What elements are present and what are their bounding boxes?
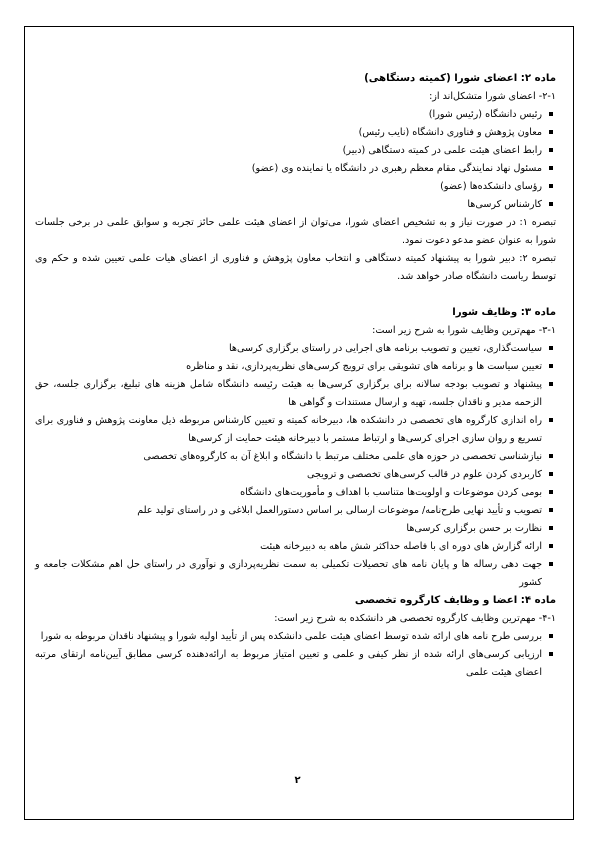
article-2-note-1: تبصره ۱: در صورت نیاز و به تشخیص اعضای شورا، می‌توان از اعضای هیئت علمی حائز تجربه و سوابق علمی در برخی جلسات شورا به عنوان عضو مدعو دعوت نمود. <box>35 217 556 246</box>
list-item: تصویب و تأیید نهایی طرح‌نامه/ موضوعات ارسالی بر اساس دستورالعمل ابلاغی و در راستای تولید علم <box>35 502 542 520</box>
article-4 <box>35 592 556 682</box>
article-3-lead: ۳-۱- مهم‌ترین وظایف شورا به شرح زیر است: <box>372 325 556 336</box>
list-item: ارزیابی کرسی‌های ارائه شده از نظر کیفی و علمی و تعیین امتیاز مربوط به ارائه‌دهنده کرسی مطابق آیین‌نامه ارتقای مرتبه اعضای هیئت علمی <box>35 646 542 682</box>
list-item: راه اندازی کارگروه های تخصصی در دانشکده ها، دبیرخانه کمیته و تعیین کارشناس مربوطه ذیل معاونت پژوهش و فناوری برای تسریع و روان سازی اجرای کرسی‌ها و ارتباط مستمر با دبیرخانه هیئت حمایت از کرسی‌ها <box>35 412 542 448</box>
article-3-list <box>35 340 556 592</box>
list-item: نظارت بر حسن برگزاری کرسی‌ها <box>35 520 542 538</box>
article-4-heading: ماده ۴: اعضا و وظایف کارگروه تخصصی <box>354 595 556 606</box>
section-gap <box>35 286 556 304</box>
list-item: کارشناس کرسی‌ها <box>35 196 542 214</box>
article-2-heading: ماده ۲: اعضای شورا (کمیته دستگاهی) <box>364 73 556 84</box>
list-item: مسئول نهاد نمایندگی مقام معظم رهبری در دانشگاه یا نماینده وی (عضو) <box>35 160 542 178</box>
list-item: پیشنهاد و تصویب بودجه سالانه برای برگزاری کرسی‌ها به هیئت رئیسه دانشگاه شامل هزینه های تبلیغ، برگزاری جلسه، حق الزحمه مدیر و ناقدان جلسه، تهیه و ارسال مستندات و گواهی ها <box>35 376 542 412</box>
list-item: بررسی طرح نامه های ارائه شده توسط اعضای هیئت علمی دانشکده پس از تأیید اولیه شورا و پیشنهاد ناقدان مربوطه به شورا <box>35 628 542 646</box>
article-2 <box>35 70 556 286</box>
page-number: ۲ <box>294 775 301 786</box>
list-item: ارائه گزارش های دوره ای با فاصله حداکثر شش ماهه به دبیرخانه هیئت <box>35 538 542 556</box>
list-item: نیازشناسی تخصصی در حوزه های علمی مختلف مرتبط با دانشگاه و ابلاغ آن به کارگروه‌های تخصصی <box>35 448 542 466</box>
list-item: تعیین سیاست ها و برنامه های تشویقی برای ترویج کرسی‌های نظریه‌پردازی، نقد و مناظره <box>35 358 542 376</box>
list-item: رابط اعضای هیئت علمی در کمیته دستگاهی (دبیر) <box>35 142 542 160</box>
list-item: کاربردی کردن علوم در قالب کرسی‌های تخصصی و ترویجی <box>35 466 542 484</box>
list-item: جهت دهی رساله ها و پایان نامه های تحصیلات تکمیلی به سمت نظریه‌پردازی و نوآوری در راستای حل اهم مشکلات جامعه و کشور <box>35 556 542 592</box>
list-item: رؤسای دانشکده‌ها (عضو) <box>35 178 542 196</box>
article-2-list <box>35 106 556 214</box>
article-4-lead: ۴-۱- مهم‌ترین وظایف کارگروه تخصصی هر دانشکده به شرح زیر است: <box>274 613 556 624</box>
list-item: سیاست‌گذاری، تعیین و تصویب برنامه های اجرایی در راستای برگزاری کرسی‌ها <box>35 340 542 358</box>
document-body <box>35 70 556 682</box>
article-2-note-2: تبصره ۲: دبیر شورا به پیشنهاد کمیته دستگاهی و انتخاب معاون پژوهش و فناوری از اعضای هیات علمی تعیین شده و حکم وی توسط ریاست دانشگاه صادر خواهد شد. <box>35 253 556 282</box>
article-4-list <box>35 628 556 682</box>
article-3-heading: ماده ۳: وظایف شورا <box>452 307 556 318</box>
list-item: بومی کردن موضوعات و اولویت‌ها متناسب با اهداف و مأموریت‌های دانشگاه <box>35 484 542 502</box>
list-item: معاون پژوهش و فناوری دانشگاه (نایب رئیس) <box>35 124 542 142</box>
article-2-lead: ۲-۱- اعضای شورا متشکل‌اند از: <box>429 91 556 102</box>
list-item: رئیس دانشگاه (رئیس شورا) <box>35 106 542 124</box>
article-3 <box>35 304 556 592</box>
